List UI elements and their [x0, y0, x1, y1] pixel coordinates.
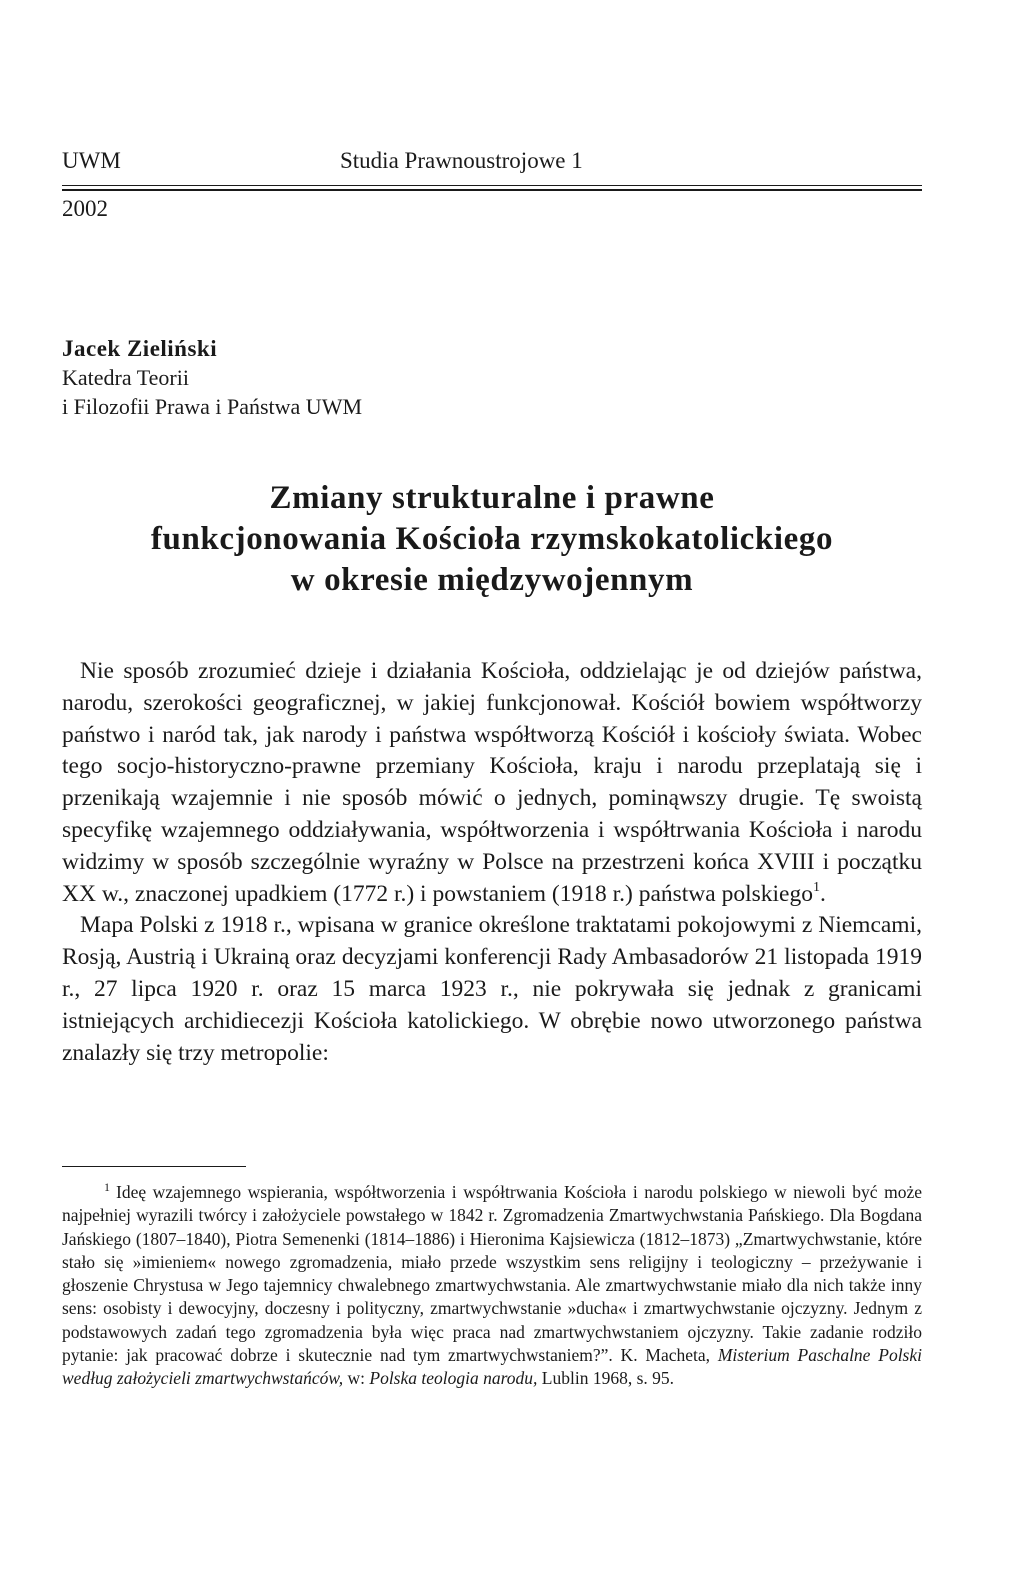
footnote-cited-end: Lublin 1968, s. 95. — [537, 1368, 675, 1389]
footnote — [62, 1181, 922, 1391]
paragraph-1-text: Nie sposób zrozumieć dzieje i działania Kościoła, oddzielając je od dziejów państwa, narodu, szerokości geograficznej, w jakiej funkcjonował. Kościół bowiem współtworzy państwo i naród tak, jak narody i państwa współtworzą Kościół i kościoły świata. Wobec tego socjo-historyczno-prawne przemiany Kościoła, kraju i narodu przeplatają się i przenikają wzajemnie i nie sposób mówić o jednych, pominąwszy drugie. Tę swoistą specyfikę wzajemnego oddziaływania, współtworzenia i współtrwania Kościoła i narodu widzimy w sposób szczególnie wyraźny w Polsce na przestrzeni końca XVIII i początku XX w., znaczonej upadkiem (1772 r.) i powstaniem (1918 r.) państwa polskiego — [62, 658, 922, 907]
title-line-2: funkcjonowania Kościoła rzymskokatolickiego — [150, 521, 834, 557]
header-rule-thick — [62, 189, 922, 191]
document-page — [62, 148, 922, 1389]
running-header — [62, 148, 922, 221]
body-paragraph-1 — [62, 656, 922, 910]
footnote-cited-title: Misterium Paschalne Polski według założycieli zmartwychwstańców, — [62, 1345, 922, 1389]
author-affiliation-line1: Katedra Teorii — [62, 365, 189, 390]
title-line-3: w okresie międzywojennym — [290, 562, 694, 598]
header-rule-thin — [62, 185, 922, 186]
footnote-number: 1 — [104, 1180, 110, 1194]
author-affiliation-line2: i Filozofii Prawa i Państwa UWM — [62, 394, 363, 419]
publication-year: 2002 — [62, 196, 108, 221]
footnote-cited-in: w: — [343, 1368, 370, 1389]
footnote-reference[interactable]: 1 — [812, 879, 820, 895]
article-body — [62, 656, 922, 1069]
author-name: Jacek Zieliński — [62, 336, 218, 361]
title-line-1: Zmiany strukturalne i prawne — [269, 480, 715, 516]
author-block — [62, 334, 362, 421]
article-title — [62, 478, 922, 601]
publisher-label: UWM — [62, 148, 121, 173]
journal-title: Studia Prawnoustrojowe 1 — [340, 148, 583, 173]
footnote-separator — [62, 1166, 246, 1167]
footnote-text: Ideę wzajemnego wspierania, współtworzenia i współtrwania Kościoła i narodu polskiego w niewoli być może najpełniej wyrazili twórcy i założyciele powstałego w 1842 r. Zgromadzenia Zmartwychwstania Pańskiego. Dla Bogdana Jańskiego (1807–1840), Piotra Semenenki (1814–1886) i Hieronima Kajsiewicza (1812–1873) „Zmartwychwstanie, które stało się »imieniem« nowego zgromadzenia, miało przede wszystkim sens religijny i teologiczny – przeżywanie i głoszenie Chrystusa w Jego tajemnicy chwalebnego zmartwychwstania. Ale zmartwychwstanie miało dla nich także inny sens: osobisty i dewocyjny, doczesny i polityczny, zmartwychwstanie »ducha« i zmartwychwstanie ojczyzny. Jednym z podstawowych zadań tego zgromadzenia była więc praca nad zmartwychwstaniem ojczyzny. Takie zadanie rodziło pytanie: jak pracować dobrze i skutecznie nad tym zmartwychwstaniem?”. K. Macheta, — [62, 1182, 922, 1366]
paragraph-1-end: . — [819, 880, 826, 907]
footnote-cited-book: Polska teologia narodu, — [369, 1368, 538, 1389]
body-paragraph-2: Mapa Polski z 1918 r., wpisana w granice określone traktatami pokojowymi z Niemcami, Rosją, Austrią i Ukrainą oraz decyzjami konferencji Rady Ambasadorów 21 listopada 1919 r., 27 lipca 1920 r. oraz 15 marca 1923 r., nie pokrywała się jednak z granicami istniejących archidiecezji Kościoła katolickiego. W obrębie nowo utworzonego państwa znalazły się trzy metropolie: — [62, 912, 922, 1066]
